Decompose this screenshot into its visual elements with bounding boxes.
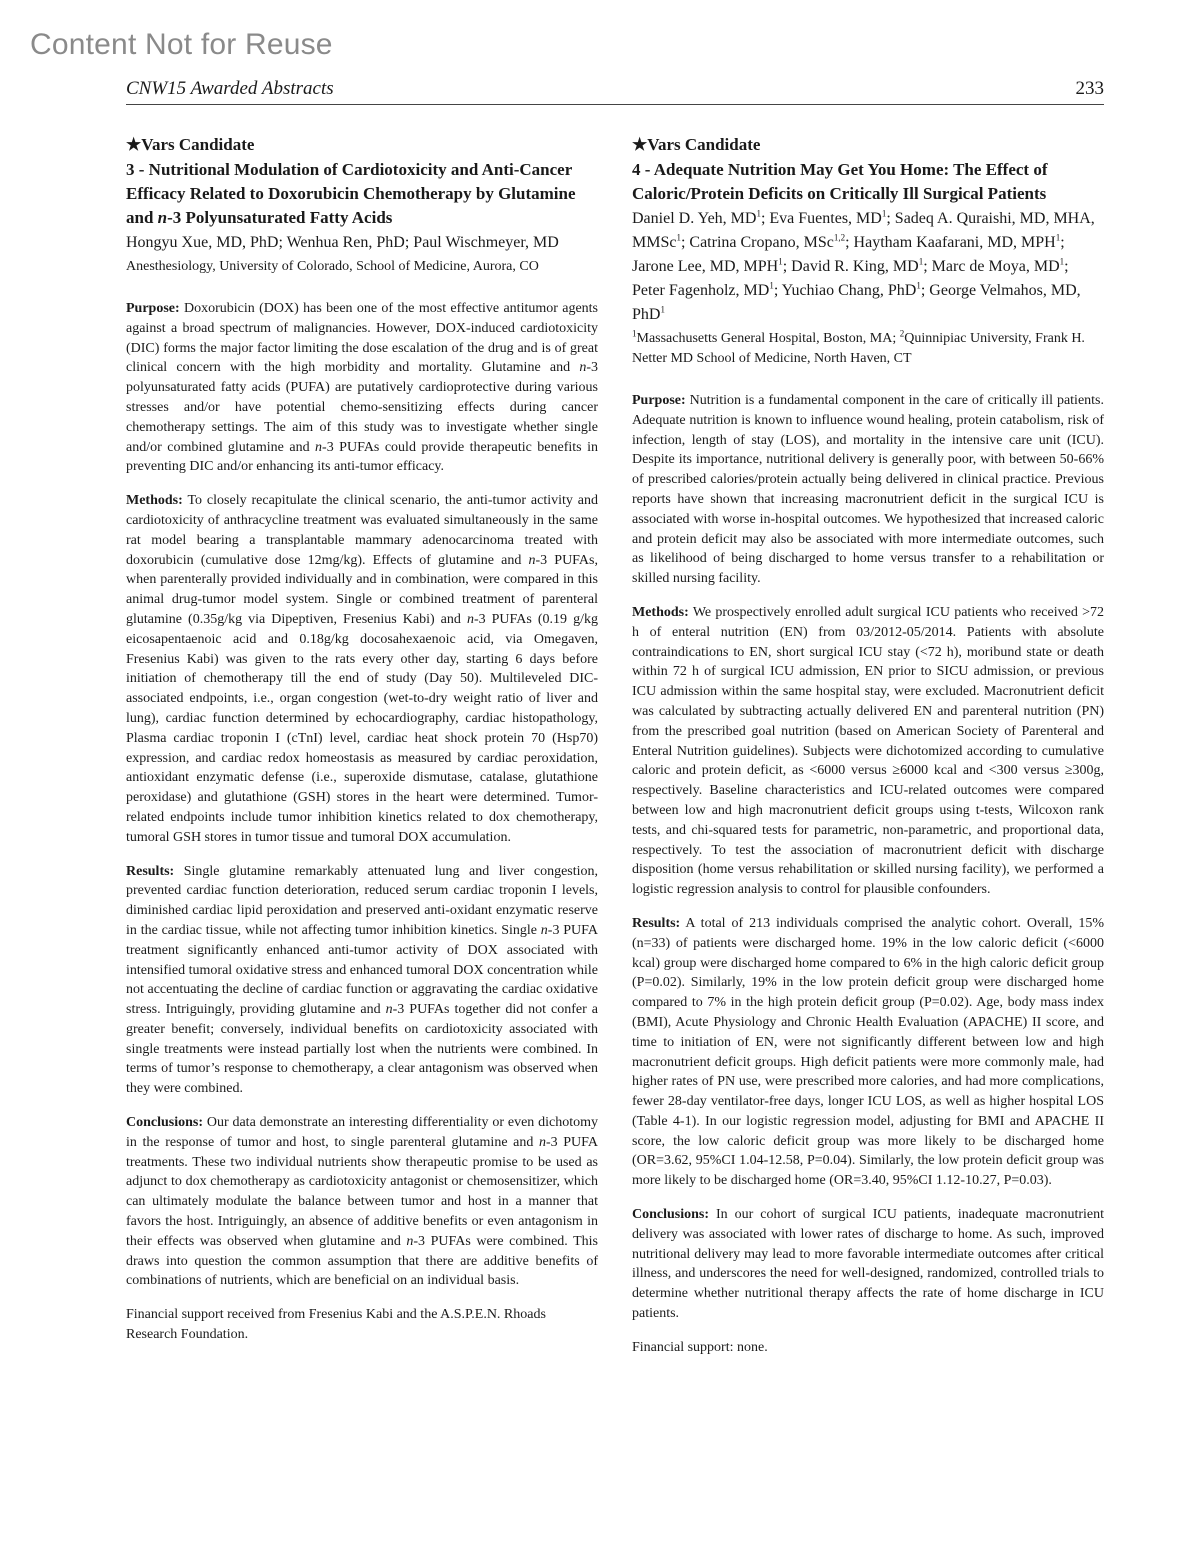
author-list: Hongyu Xue, MD, PhD; Wenhua Ren, PhD; Paul Wischmeyer, MD	[126, 234, 559, 251]
author-name: Peter Fagenholz, MD	[632, 282, 770, 299]
section-label: Methods:	[632, 604, 689, 620]
abstract-title: 4 - Adequate Nutrition May Get You Home: The Effect of Caloric/Protein Deficits on Critically Ill Surgical Patients	[632, 160, 1048, 203]
journal-name: CNW15 Awarded Abstracts	[126, 78, 334, 99]
author-name: Sadeq A. Quraishi, MD, MHA, MMSc	[632, 210, 1095, 251]
section-label: Methods:	[126, 493, 183, 509]
purpose-section: Purpose: Doxorubicin (DOX) has been one of the most effective antitumor agents against a broad spectrum of malignancies. However, DOX-induced cardiotoxicity (DIC) forms the major factor limiting the dose escalation of the drug and is of great clinical concern with the high morbidity and mortality. Glutamine and n-3 polyunsaturated fatty acids (PUFA) are putatively cardioprotective during various stresses and/or have potential chemo-sensitizing effects during cancer chemotherapy settings. The aim of this study was to investigate whether single and/or combined glutamine and n-3 PUFAs could provide therapeutic benefits in preventing DIC and/or enhancing its anti-tumor efficacy.	[126, 301, 599, 475]
conclusions-section: Conclusions: Our data demonstrate an interesting differentiality or even dichotomy in the response of tumor and host, to single parenteral glutamine and n-3 PUFA treatments. These two individual nutrients show therapeutic promise to be used as adjunct to dox chemotherapy as cardiotoxicity antagonist or chemosensitizer, which can ultimately modulate the balance between tumor and host in a manner that favors the host. Intriguingly, an absence of additive benefits or even antagonism in their effects was observed when glutamine and n-3 PUFAs were combined. This draws into question the common assumption that there are additive benefits of combinations of nutrients, which are beneficial on an individual basis.	[126, 1115, 598, 1289]
author-name: Catrina Cropano, MSc	[689, 234, 834, 251]
section-label: Purpose:	[632, 393, 686, 408]
section-label: Conclusions:	[126, 1115, 204, 1131]
funding-statement: Financial support received from Fresenius Kabi and the A.S.P.E.N. Rhoads Research Foundation.	[126, 1307, 546, 1343]
results-section: Results: Single glutamine remarkably attenuated lung and liver congestion, prevented cardiac function deterioration, reduced serum cardiac troponin I levels, diminished cardiac lipid peroxidation and preserved anti-oxidant enzymatic reserve in the cardiac tissue, while not affecting tumor inhibition kinetics. Single n-3 PUFA treatment significantly enhanced anti-tumor activity of DOX associated with intensified tumoral oxidative stress and enhanced tumoral DOX concentration while not accentuating the decline of cardiac function or aggravating the cardiac oxidative stress. Intriguingly, providing glutamine and n-3 PUFAs together did not confer a greater benefit; conversely, individual benefits on cardiotoxicity associated with single treatments were instead partially lost when the nutrients were combined. In terms of tumor’s response to chemotherapy, a clear antagonism was observed when they were combined.	[126, 863, 599, 1097]
funding-statement: Financial support: none.	[632, 1339, 768, 1355]
author-name: Daniel D. Yeh, MD	[632, 210, 757, 227]
author-name: Eva Fuentes, MD	[769, 210, 882, 227]
conclusions-section: Conclusions: In our cohort of surgical ICU patients, inadequate macronutrient delivery was associated with lower rates of discharge to home. As such, improved nutritional delivery may lead to more favorable intermediate outcomes after critical illness, and underscores the need for well-designed, randomized, controlled trials to determine whether nutritional therapy affects the rate of home discharge in ICU patients.	[632, 1207, 1104, 1322]
candidate-label: ★Vars Candidate	[632, 135, 761, 154]
candidate-label: ★Vars Candidate	[126, 135, 255, 154]
affiliation: $^1$Massachusetts General Hospital, Boston, MA; $^2$Quinnipiac University, Frank H. Netter MD School of Medicine, North Haven, CT	[632, 328, 1085, 366]
author-name: Yuchiao Chang, PhD	[781, 282, 917, 299]
author-name: Jarone Lee, MD, MPH	[632, 258, 779, 275]
results-section: Results: A total of 213 individuals comprised the analytic cohort. Overall, 15% (n=33) of patients were discharged home. 19% in the low caloric deficit (<6000 kcal) group were discharged home compared to 6% in the high caloric deficit group (P=0.02). Similarly, 19% in the low protein deficit group were discharged home compared to 7% in the high protein deficit group (P=0.02). Age, body mass index (BMI), Acute Physiology and Chronic Health Evaluation (APACHE) II score, and time to initiation of EN, were not significantly different between low and high macronutrient deficit groups. High deficit patients were more commonly male, had higher rates of PN use, were prescribed more calories, and had more complications, fewer 28-day ventilator-free days, longer ICU LOS, as well as higher hospital LOS (Table 4-1). In our logistic regression model, adjusting for BMI and APACHE II score, the low caloric deficit group was more likely to be discharged home (OR=3.62, 95%CI 1.04-12.58, P=0.04). Similarly, the low protein deficit group was more likely to be discharged home (OR=3.40, 95%CI 1.12-10.27, P=0.03).	[632, 915, 1104, 1189]
affiliation-text: Massachusetts General Hospital, Boston, MA;	[636, 331, 900, 346]
author-name: Haytham Kaafarani, MD, MPH	[853, 234, 1056, 251]
abstract-3	[126, 134, 598, 1359]
affiliation: Anesthesiology, University of Colorado, School of Medicine, Aurora, CO	[126, 259, 539, 274]
running-header	[126, 78, 1104, 105]
methods-section: Methods: To closely recapitulate the clinical scenario, the anti-tumor activity and cardiotoxicity of anthracycline treatment was evaluated simultaneously in the same rat model bearing a transplantable mammary adenocarcinoma treated with doxorubicin (cumulative dose 12mg/kg). Effects of glutamine and n-3 PUFAs, when parenterally provided individually and in combination, were compared in this animal drug-tumor model system. Single or combined treatment of parenteral glutamine (0.35g/kg via Dipeptiven, Fresenius Kabi) and n-3 PUFAs (0.19 g/kg eicosapentaenoic acid and 0.18g/kg docosahexaenoic acid, via Omegaven, Fresenius Kabi) was given to the rats every other day, starting 6 days before initiation of chemotherapy till the end of study (Day 50). Multileveled DIC-associated endpoints, i.e., organ congestion (wet-to-dry weight ratio of liver and lung), cardiac function determined by echocardiography, cardiac histopathology, Plasma cardiac troponin I (cTnI) level, cardiac heat shock protein 70 (Hsp70) expression, and cardiac redox homeostasis as measured by cardiac peroxidation, antioxidant enzymatic defense (i.e., superoxide dismutase, catalase, glutathione peroxidase) and glutathione (GSH) stores in the heart were determined. Tumor-related endpoints include tumor inhibition kinetics related to dox chemotherapy, tumoral GSH stores in tumor tissue and tumoral DOX accumulation.	[126, 493, 599, 845]
author-name: David R. King, MD	[791, 258, 919, 275]
section-label: Results:	[632, 915, 681, 931]
watermark: Content Not for Reuse	[30, 28, 333, 61]
purpose-section: Purpose: Nutrition is a fundamental component in the care of critically ill patients. Adequate nutrition is known to influence wound healing, protein catabolism, risk of infection, length of stay (LOS), and mortality in the intensive care unit (ICU). Despite its importance, nutritional delivery is generally poor, with between 50-66% of prescribed calories/protein actually being delivered in clinical practice. Previous reports have shown that increasing macronutrient deficit in the surgical ICU is associated with worse in-hospital outcomes. We hypothesized that increased caloric and protein deficit may also be associated with more intermediate outcomes, such as likelihood of being discharged to home versus transfer to a rehabilitation or skilled nursing facility.	[632, 393, 1105, 587]
section-label: Purpose:	[126, 301, 180, 316]
section-label: Conclusions:	[632, 1207, 710, 1223]
affiliation-text: Quinnipiac University, Frank H. Netter MD School of Medicine, North Haven, CT	[632, 331, 1085, 366]
section-label: Results:	[126, 863, 175, 879]
abstract-4	[632, 134, 1104, 1372]
author-name: Marc de Moya, MD	[931, 258, 1060, 275]
page-number: 233	[1075, 78, 1104, 99]
abstract-title: 3 - Nutritional Modulation of Cardiotoxicity and Anti-Cancer Efficacy Related to Doxorubicin Chemotherapy by Glutamine and n-3 Polyunsaturated Fatty Acids	[126, 160, 576, 227]
methods-section: Methods: We prospectively enrolled adult surgical ICU patients who received >72 h of enteral nutrition (EN) from 03/2012-05/2014. Patients with absolute contraindications to EN, short surgical ICU stay (<72 h), moribund state or death within 72 h of surgical ICU admission, EN prior to SICU admission, or previous ICU admission within the same hospital stay, were excluded. Macronutrient deficit was calculated by subtracting actually delivered EN and parenteral nutrition (PN) from the prescribed goal nutrition (based on American Society of Parenteral and Enteral Nutrition guidelines). Subjects were dichotomized according to cumulative caloric and protein deficit, as <6000 versus ≥6000 kcal and <300 versus ≥300g, respectively. Baseline characteristics and ICU-related outcomes were compared between low and high macronutrient deficit groups using t-tests, Wilcoxon rank tests, and chi-squared tests for parametric, non-parametric, and proportional data, respectively. To test the association of macronutrient deficit with discharge disposition (home versus rehabilitation or skilled nursing facility), we performed a logistic regression analysis to control for plausible confounders.	[632, 604, 1104, 898]
author-name: George Velmahos, MD, PhD	[632, 282, 1081, 323]
author-list: Daniel D. Yeh, $MD^1$; Eva Fuentes, $MD^1$; Sadeq A. Quraishi, MD, MHA, MMSc$^1$; Catrina Cropano, MSc$^{1,2}$; Haytham Kaafarani, MD, MPH$^1$; Jarone Lee, MD, MPH$^1$; David R. King, $MD^1$; Marc de Moya, $MD^1$; Peter Fagenholz, $MD^1$; Yuchiao Chang, PhD$^1$; George Velmahos, MD, PhD$^1$	[632, 208, 1095, 323]
